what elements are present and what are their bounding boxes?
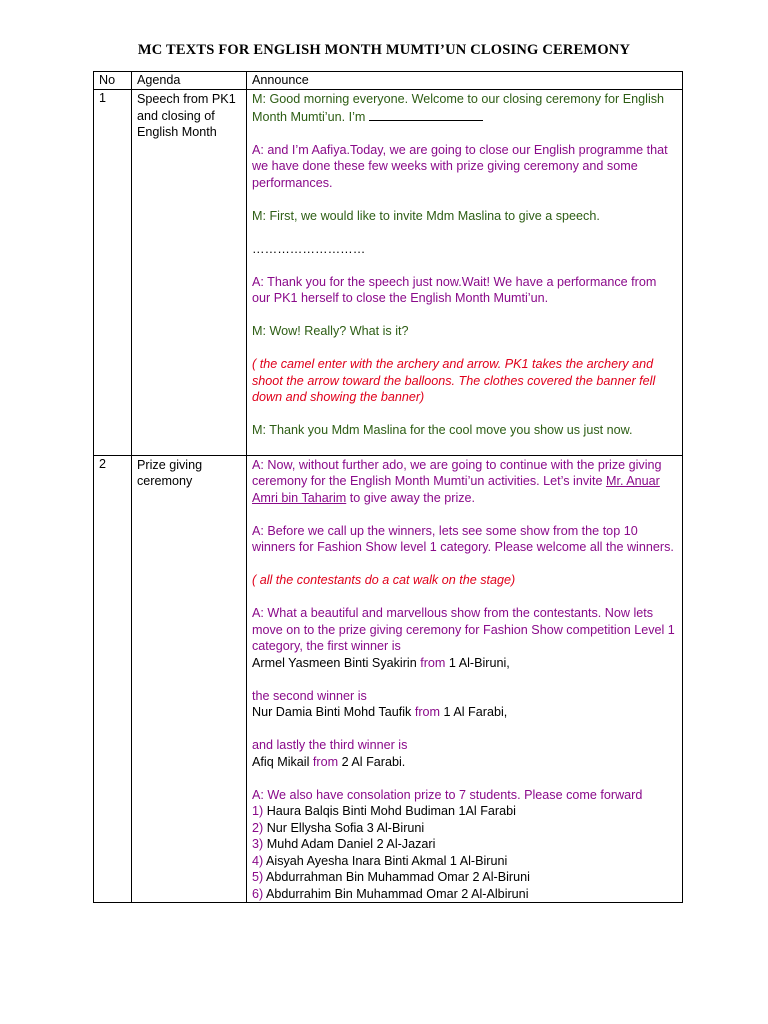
row-agenda xyxy=(132,455,247,903)
list-item: 5) Abdurrahman Bin Muhammad Omar 2 Al-Biruni xyxy=(252,870,530,884)
document-title: MC TEXTS FOR ENGLISH MONTH MUMTI’UN CLOSING CEREMONY xyxy=(137,42,631,58)
row-number: 2 xyxy=(94,455,132,903)
table-row xyxy=(94,90,683,456)
announce-line: A: Now, without further ado, we are going to continue with the prize giving ceremony for the English Month Mumti’un activities. Let’s invite Mr. Anuar Amri bin Taharim to give away the prize. xyxy=(252,457,662,505)
agenda-text: Prize giving ceremony xyxy=(137,457,203,488)
announce-line: A: We also have consolation prize to 7 students. Please come forward xyxy=(252,787,643,802)
announce-line: and lastly the third winner is xyxy=(252,738,408,752)
stage-direction: ( all the contestants do a cat walk on the stage) xyxy=(252,573,516,587)
announce-line: A: Thank you for the speech just now.Wait! We have a performance from our PK1 herself to close the English Month Mumti’un. xyxy=(252,274,657,305)
list-item: 6) Abdurrahim Bin Muhammad Omar 2 Al-Albiruni xyxy=(252,886,529,901)
announce-line: M: First, we would like to invite Mdm Maslina to give a speech. xyxy=(252,208,600,223)
announce-line: M: Wow! Really? What is it? xyxy=(252,324,409,338)
table-row xyxy=(94,455,683,903)
winner-line: Afiq Mikail from 2 Al Farabi. xyxy=(252,754,406,769)
guest-name: Mr. Anuar Amri bin Taharim xyxy=(252,474,660,505)
header-no: No xyxy=(94,72,132,90)
list-item: 1) Haura Balqis Binti Mohd Budiman 1Al Farabi xyxy=(252,804,516,818)
announce-line: A: and I’m Aafiya.Today, we are going to close our English programme that we have done these few weeks with prize giving ceremony and some performances. xyxy=(252,142,668,190)
agenda-text: Speech from PK1 and closing of English Month xyxy=(137,92,236,139)
row-announce xyxy=(247,90,683,456)
row-agenda xyxy=(132,90,247,456)
speech-placeholder: ……………………… xyxy=(252,241,366,256)
announce-line: A: Before we call up the winners, lets see some show from the top 10 winners for Fashion Show level 1 category. Please welcome all the winners. xyxy=(252,523,674,554)
name-blank xyxy=(369,108,483,121)
list-item: 4) Aisyah Ayesha Inara Binti Akmal 1 Al-Biruni xyxy=(252,853,508,868)
header-agenda: Agenda xyxy=(132,72,247,90)
list-item: 2) Nur Ellysha Sofia 3 Al-Biruni xyxy=(252,820,425,835)
announce-line: the second winner is xyxy=(252,688,367,703)
announce-line: A: What a beautiful and marvellous show from the contestants. Now lets move on to the prize giving ceremony for Fashion Show competition Level 1 category, the first winner is xyxy=(252,606,675,653)
stage-direction: ( the camel enter with the archery and arrow. PK1 takes the archery and shoot the arrow toward the balloons. The clothes covered the banner fell down and showing the banner) xyxy=(252,357,656,404)
header-announce: Announce xyxy=(247,72,683,90)
announce-line: M: Good morning everyone. Welcome to our closing ceremony for English Month Mumti’un. I’m xyxy=(252,92,665,124)
table-header-row xyxy=(94,72,683,90)
list-item: 3) Muhd Adam Daniel 2 Al-Jazari xyxy=(252,837,436,851)
row-number: 1 xyxy=(94,90,132,456)
mc-script-table xyxy=(93,71,683,903)
announce-line: M: Thank you Mdm Maslina for the cool move you show us just now. xyxy=(252,423,633,437)
winner-line: Nur Damia Binti Mohd Taufik from 1 Al Farabi, xyxy=(252,705,508,719)
winner-line: Armel Yasmeen Binti Syakirin from 1 Al-Biruni, xyxy=(252,655,510,670)
row-announce xyxy=(247,455,683,903)
